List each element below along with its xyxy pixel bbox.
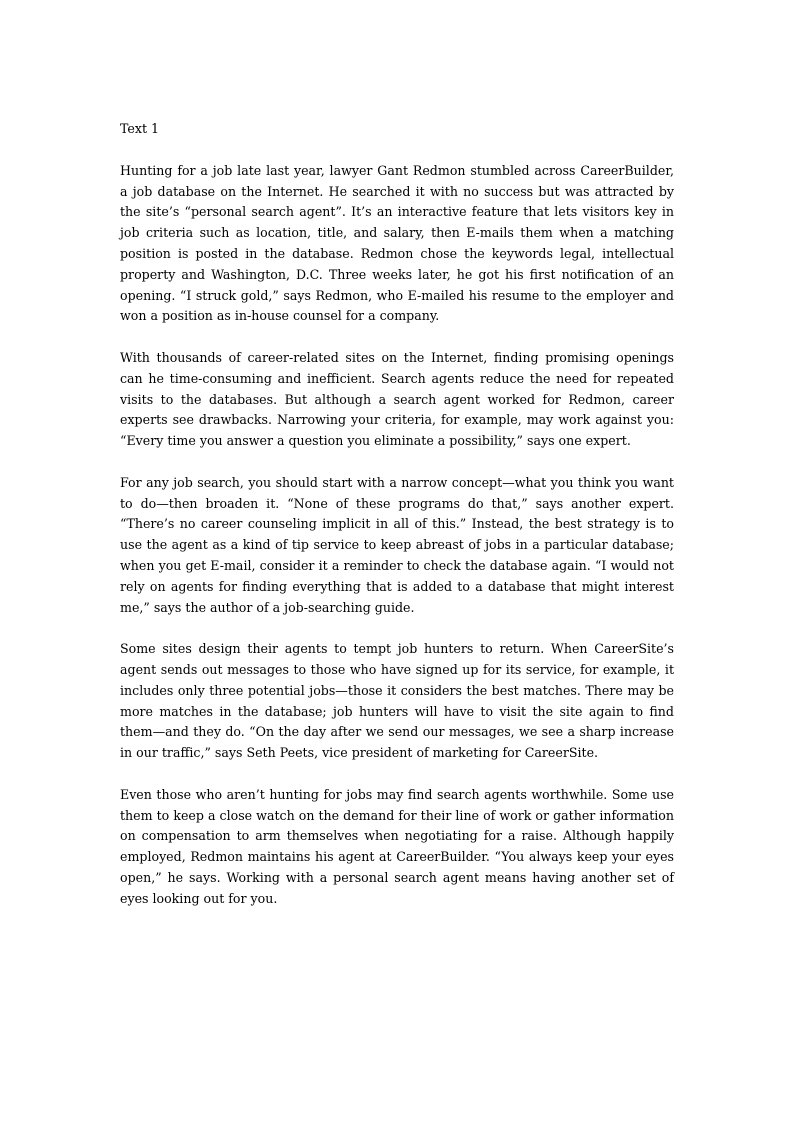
document-title: Text 1 — [120, 121, 160, 136]
paragraph-5: Even those who aren’t hunting for jobs may find search agents worthwhile. Some use them to keep a close watch on the demand for their line of work or gather information on compensation to arm themselves when negotiating for a raise. Although happily employed, Redmon maintains his agent at CareerBuilder. “You always keep your eyes open,” he says. Working with a personal search agent means having another set of eyes looking out for you. — [120, 786, 674, 906]
paragraph-2: With thousands of career-related sites on the Internet, finding promising openings can he time-consuming and inefficient. Search agents reduce the need for repeated visits to the databases. But although a search agent worked for Redmon, career experts see drawbacks. Narrowing your criteria, for example, may work against you: “Every time you answer a question you eliminate a possibility,” says one expert. — [120, 349, 674, 449]
document-page — [120, 119, 674, 930]
paragraph-4: Some sites design their agents to tempt job hunters to return. When CareerSite’s agent sends out messages to those who have signed up for its service, for example, it includes only three potential jobs—those it considers the best matches. There may be more matches in the database; job hunters will have to visit the site again to find them—and they do. “On the day after we send our messages, we see a sharp increase in our traffic,” says Seth Peets, vice president of marketing for CareerSite. — [120, 641, 674, 761]
paragraph-1: Hunting for a job late last year, lawyer Gant Redmon stumbled across CareerBuilder, a job database on the Internet. He searched it with no success but was attracted by the site’s “personal search agent”. It’s an interactive feature that lets visitors key in job criteria such as location, title, and salary, then E-mails them when a matching position is posted in the database. Redmon chose the keywords legal, intellectual property and Washington, D.C. Three weeks later, he got his first notification of an opening. “I struck gold,” says Redmon, who E-mailed his resume to the employer and won a position as in-house counsel for a company. — [120, 162, 674, 324]
paragraph-3: For any job search, you should start with a narrow concept—what you think you want to do—then broaden it. “None of these programs do that,” says another expert. “There’s no career counseling implicit in all of this.” Instead, the best strategy is to use the agent as a kind of tip service to keep abreast of jobs in a particular database; when you get E-mail, consider it a reminder to check the database again. “I would not rely on agents for finding everything that is added to a database that might interest me,” says the author of a job-searching guide. — [120, 474, 674, 615]
